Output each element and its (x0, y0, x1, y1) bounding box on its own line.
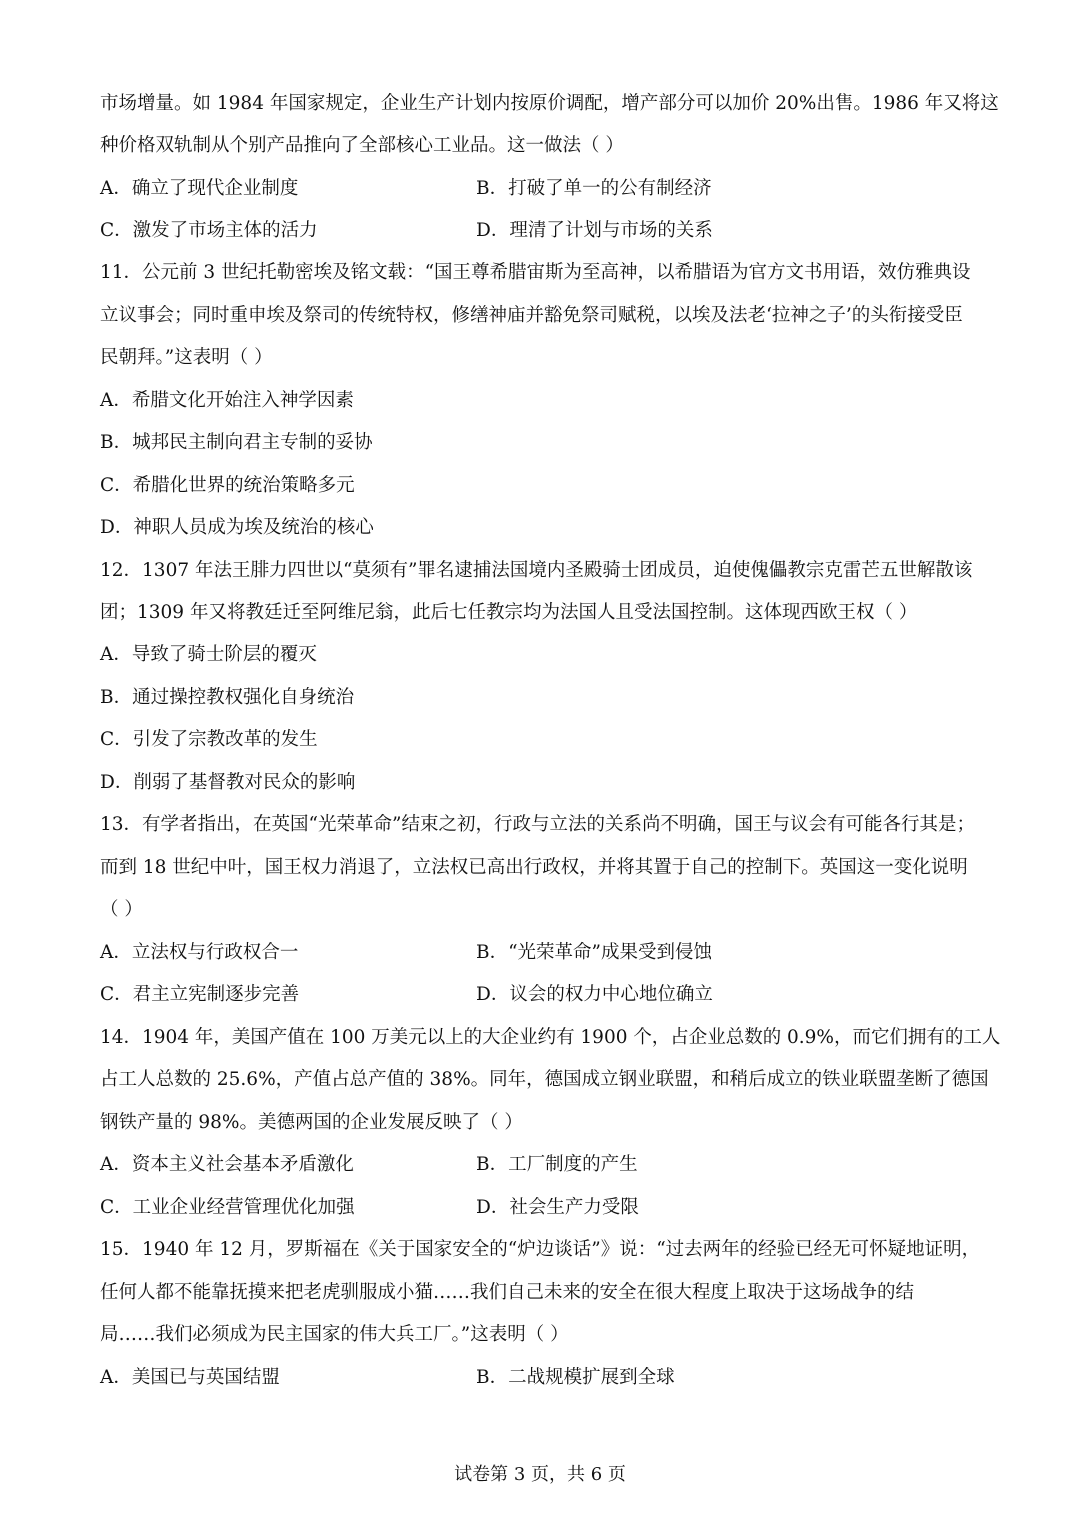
q14-option-d: D．社会生产力受限 (476, 1197, 639, 1218)
q10-stem-line-2: 种价格双轨制从个别产品推向了全部核心工业品。这一做法（ ） (100, 135, 624, 156)
q14-option-c: C．工业企业经营管理优化加强 (100, 1197, 355, 1218)
q10-stem-line-1: 市场增量。如 1984 年国家规定，企业生产计划内按原价调配，增产部分可以加价 20%出售。1986 年又将这 (100, 93, 999, 114)
q15-stem-line-3: 局……我们必须成为民主国家的伟大兵工厂。”这表明（ ） (100, 1324, 569, 1345)
q15-option-a: A．美国已与英国结盟 (100, 1367, 280, 1388)
page-footer: 试卷第 3 页，共 6 页 (454, 1464, 626, 1485)
q11-option-b: B．城邦民主制向君主专制的妥协 (100, 432, 373, 453)
q13-stem-line-1: 13．有学者指出，在英国“光荣革命”结束之初，行政与立法的关系尚不明确，国王与议会有可能各行其是； (100, 814, 975, 835)
q13-option-a: A．立法权与行政权合一 (100, 942, 299, 963)
q12-stem-line-2: 团；1309 年又将教廷迁至阿维尼翁，此后七任教宗均为法国人且受法国控制。这体现西欧王权（ ） (100, 602, 918, 623)
q14-stem-line-1: 14．1904 年，美国产值在 100 万美元以上的大企业约有 1900 个，占企业总数的 0.9%，而它们拥有的工人 (100, 1027, 1001, 1048)
q13-option-b: B．“光荣革命”成果受到侵蚀 (476, 942, 713, 963)
q15-stem-line-1: 15．1940 年 12 月，罗斯福在《关于国家安全的“炉边谈话”》说：“过去两年的经验已经无可怀疑地证明， (100, 1239, 981, 1260)
q10-option-a: A．确立了现代企业制度 (100, 178, 299, 199)
q10-option-b: B．打破了单一的公有制经济 (476, 178, 712, 199)
q13-stem-line-2: 而到 18 世纪中叶，国王权力消退了，立法权已高出行政权，并将其置于自己的控制下。英国这一变化说明 (100, 857, 968, 878)
q11-stem-line-3: 民朝拜。”这表明（ ） (100, 347, 273, 368)
q14-stem-line-3: 钢铁产量的 98%。美德两国的企业发展反映了（ ） (100, 1112, 523, 1133)
q12-option-d: D．削弱了基督教对民众的影响 (100, 772, 356, 793)
q11-option-c: C．希腊化世界的统治策略多元 (100, 475, 355, 496)
q13-option-c: C．君主立宪制逐步完善 (100, 984, 300, 1005)
q10-option-d: D．理清了计划与市场的关系 (476, 220, 713, 241)
q14-option-b: B．工厂制度的产生 (476, 1154, 638, 1175)
q11-option-d: D．神职人员成为埃及统治的核心 (100, 517, 374, 538)
q11-option-a: A．希腊文化开始注入神学因素 (100, 390, 354, 411)
q12-stem-line-1: 12．1307 年法王腓力四世以“莫须有”罪名逮捕法国境内圣殿骑士团成员，迫使傀儡教宗克雷芒五世解散该 (100, 560, 973, 581)
q13-option-d: D．议会的权力中心地位确立 (476, 984, 713, 1005)
q12-option-c: C．引发了宗教改革的发生 (100, 729, 318, 750)
q15-stem-line-2: 任何人都不能靠抚摸来把老虎驯服成小猫……我们自己未来的安全在很大程度上取决于这场战争的结 (100, 1282, 915, 1303)
q10-option-c: C．激发了市场主体的活力 (100, 220, 318, 241)
q15-option-b: B．二战规模扩展到全球 (476, 1367, 675, 1388)
q14-stem-line-2: 占工人总数的 25.6%，产值占总产值的 38%。同年，德国成立钢业联盟，和稍后成立的铁业联盟垄断了德国 (100, 1069, 989, 1090)
q14-option-a: A．资本主义社会基本矛盾激化 (100, 1154, 354, 1175)
q12-option-a: A．导致了骑士阶层的覆灭 (100, 644, 317, 665)
q12-option-b: B．通过操控教权强化自身统治 (100, 687, 355, 708)
q13-stem-line-3: （ ） (100, 899, 143, 920)
q11-stem-line-2: 立议事会；同时重申埃及祭司的传统特权，修缮神庙并豁免祭司赋税，以埃及法老‘拉神之子’的头衔接受臣 (100, 305, 963, 326)
q11-stem-line-1: 11．公元前 3 世纪托勒密埃及铭文载：“国王尊希腊宙斯为至高神，以希腊语为官方文书用语，效仿雅典设 (100, 262, 971, 283)
